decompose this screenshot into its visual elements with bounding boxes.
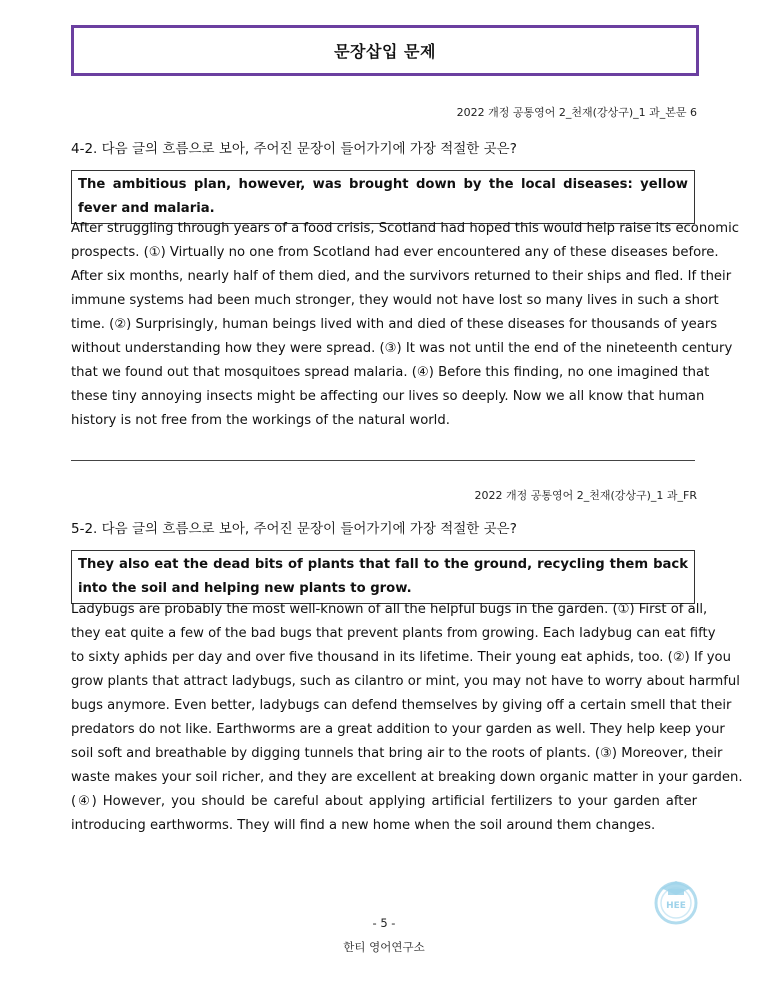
- passage-line: After struggling through years of a food crisis, Scotland had hoped this would help raise its economic: [71, 221, 740, 236]
- given-sentence-box: [71, 170, 695, 224]
- passage-line: that we found out that mosquitoes spread malaria. (④) Before this finding, no one imagined that: [71, 365, 710, 380]
- page-number: - 5 -: [372, 916, 396, 930]
- passage-line: (④) However, you should be careful about applying artificial fertilizers to your garden after: [71, 794, 697, 809]
- source-label: 2022 개정 공통영어 2_천재(강상구)_1 과_본문 6: [456, 106, 697, 119]
- given-sentence: The ambitious plan, however, was brought down by the local diseases: yellow fever and malaria.: [78, 177, 688, 216]
- source-label: 2022 개정 공통영어 2_천재(강상구)_1 과_FR: [474, 489, 697, 502]
- passage-line: predators do not like. Earthworms are a great addition to your garden as well. They help keep your: [71, 722, 725, 737]
- passage: [71, 598, 743, 838]
- given-sentence-box: [71, 550, 695, 604]
- passage-line: immune systems had been much stronger, they would not have lost so many lives in such a short: [71, 293, 719, 308]
- passage-line: history is not free from the workings of the natural world.: [71, 413, 450, 428]
- publisher-name: 한티 영어연구소: [343, 940, 425, 954]
- passage-line: bugs anymore. Even better, ladybugs can defend themselves by giving off a certain smell that their: [71, 698, 732, 713]
- passage-line: grow plants that attract ladybugs, such as cilantro or mint, you may not have to worry about harmful: [71, 674, 740, 689]
- passage: [71, 217, 740, 433]
- passage-line: waste makes your soil richer, and they are excellent at breaking down organic matter in your garden.: [71, 770, 743, 785]
- page-title: 문장삽입 문제: [334, 42, 436, 61]
- question-heading: 4-2. 다음 글의 흐름으로 보아, 주어진 문장이 들어가기에 가장 적절한 곳은?: [71, 141, 517, 157]
- given-sentence: They also eat the dead bits of plants that fall to the ground, recycling them back into the soil and helping new plants to grow.: [78, 557, 688, 596]
- passage-line: Ladybugs are probably the most well-known of all the helpful bugs in the garden. (①) First of all,: [71, 602, 708, 617]
- passage-line: After six months, nearly half of them died, and the survivors returned to their ships and fled. If their: [71, 269, 732, 284]
- passage-line: they eat quite a few of the bad bugs that prevent plants from growing. Each ladybug can eat fifty: [71, 626, 716, 641]
- passage-line: time. (②) Surprisingly, human beings lived with and died of these diseases for thousands of years: [71, 317, 718, 332]
- passage-line: introducing earthworms. They will find a new home when the soil around them changes.: [71, 818, 656, 833]
- passage-line: prospects. (①) Virtually no one from Scotland had ever encountered any of these diseases before.: [71, 245, 719, 260]
- title-box: [71, 25, 699, 76]
- divider: [71, 460, 695, 461]
- passage-line: to sixty aphids per day and over five thousand in its lifetime. Their young eat aphids, too. (②) If you: [71, 650, 731, 665]
- passage-line: without understanding how they were spread. (③) It was not until the end of the nineteenth century: [71, 341, 733, 356]
- question-heading: 5-2. 다음 글의 흐름으로 보아, 주어진 문장이 들어가기에 가장 적절한 곳은?: [71, 521, 517, 537]
- logo-text: HEE: [666, 901, 686, 911]
- passage-line: these tiny annoying insects might be affecting our lives so deeply. Now we all know that human: [71, 389, 705, 404]
- passage-line: soil soft and breathable by digging tunnels that bring air to the roots of plants. (③) Moreover, their: [71, 746, 723, 761]
